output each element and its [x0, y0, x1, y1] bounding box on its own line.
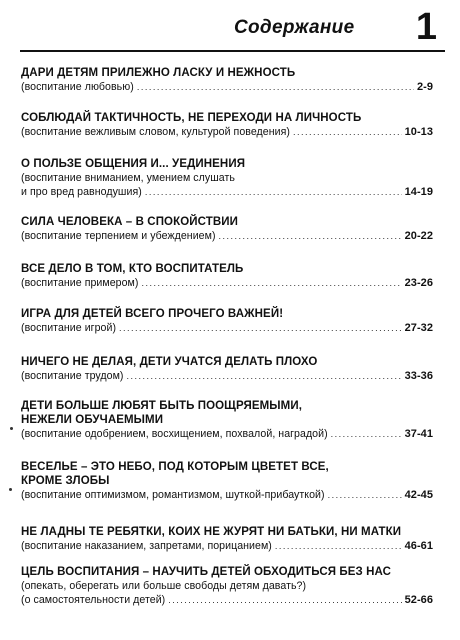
toc-entry[interactable] — [21, 355, 433, 383]
entry-subtitle: (воспитание трудом) — [21, 370, 124, 382]
toc-entry[interactable] — [21, 157, 433, 199]
dot-leader — [168, 593, 401, 607]
entry-page-range: 10-13 — [404, 126, 433, 138]
entry-title: ИГРА ДЛЯ ДЕТЕЙ ВСЕГО ПРОЧЕГО ВАЖНЕЙ! — [21, 308, 284, 320]
toc-entry[interactable] — [21, 111, 433, 139]
entry-subtitle: и про вред равнодушия) — [21, 186, 142, 198]
page-title: Содержание — [234, 17, 355, 38]
entry-title: НИЧЕГО НЕ ДЕЛАЯ, ДЕТИ УЧАТСЯ ДЕЛАТЬ ПЛОХО — [21, 356, 318, 368]
entry-subtitle: (воспитание одобрением, восхищением, похвалой, наградой) — [21, 428, 328, 440]
page-number: 1 — [415, 6, 437, 48]
entry-subtitle: (воспитание вежливым словом, культурой поведения) — [21, 126, 290, 138]
dot-leader — [293, 125, 402, 139]
entry-title: ДЕТИ БОЛЬШЕ ЛЮБЯТ БЫТЬ ПООЩРЯЕМЫМИ, — [21, 400, 303, 412]
entry-subtitle: (о самостоятельности детей) — [21, 594, 166, 606]
dot-leader — [328, 488, 402, 502]
dot-leader — [141, 276, 401, 290]
entry-title: НЕ ЛАДНЫ ТЕ РЕБЯТКИ, КОИХ НЕ ЖУРЯТ НИ БАТЬКИ, НИ МАТКИ — [21, 526, 402, 538]
dot-leader — [331, 427, 402, 441]
entry-page-range: 46-61 — [404, 540, 433, 552]
entry-page-range: 37-41 — [404, 428, 433, 440]
entry-subtitle: (воспитание наказанием, запретами, порицанием) — [21, 540, 272, 552]
page-header — [20, 8, 445, 48]
toc-entry[interactable] — [21, 565, 433, 607]
entry-subtitle: (воспитание оптимизмом, романтизмом, шуткой-прибауткой) — [21, 489, 325, 501]
entry-title: О ПОЛЬЗЕ ОБЩЕНИЯ И... УЕДИНЕНИЯ — [21, 158, 246, 170]
dot-leader — [137, 80, 414, 94]
entry-title: ЦЕЛЬ ВОСПИТАНИЯ – НАУЧИТЬ ДЕТЕЙ ОБХОДИТЬСЯ БЕЗ НАС — [21, 566, 392, 578]
entry-page-range: 20-22 — [404, 230, 433, 242]
entry-title: СИЛА ЧЕЛОВЕКА – В СПОКОЙСТВИИ — [21, 216, 239, 228]
dot-leader — [145, 185, 402, 199]
entry-title: ДАРИ ДЕТЯМ ПРИЛЕЖНО ЛАСКУ И НЕЖНОСТЬ — [21, 67, 296, 79]
entry-page-range: 42-45 — [404, 489, 433, 501]
entry-subtitle: (воспитание игрой) — [21, 322, 117, 334]
dot-leader — [219, 229, 402, 243]
toc-entry[interactable] — [21, 262, 433, 290]
entry-page-range: 27-32 — [404, 322, 433, 334]
entry-subtitle: (воспитание примером) — [21, 277, 139, 289]
entry-title: СОБЛЮДАЙ ТАКТИЧНОСТЬ, НЕ ПЕРЕХОДИ НА ЛИЧНОСТЬ — [21, 112, 362, 124]
entry-page-range: 23-26 — [404, 277, 433, 289]
entry-subtitle: (опекать, оберегать или больше свободы детям давать?) — [21, 580, 307, 592]
dot-leader — [119, 321, 402, 335]
scan-speck — [10, 427, 13, 430]
dot-leader — [275, 539, 402, 553]
scan-speck — [9, 488, 12, 491]
entry-page-range: 33-36 — [404, 370, 433, 382]
toc-entry[interactable] — [21, 66, 433, 94]
entry-title: КРОМЕ ЗЛОБЫ — [21, 475, 110, 487]
toc-entry[interactable] — [21, 215, 433, 243]
header-rule — [20, 50, 445, 52]
entry-subtitle: (воспитание терпением и убеждением) — [21, 230, 216, 242]
dot-leader — [127, 369, 402, 383]
toc-entry[interactable] — [21, 399, 433, 441]
entry-page-range: 14-19 — [404, 186, 433, 198]
toc-entry[interactable] — [21, 525, 433, 553]
toc-entry[interactable] — [21, 307, 433, 335]
entry-page-range: 2-9 — [416, 81, 433, 93]
entry-title: ВСЕ ДЕЛО В ТОМ, КТО ВОСПИТАТЕЛЬ — [21, 263, 244, 275]
toc-entry[interactable] — [21, 460, 433, 502]
entry-subtitle: (воспитание любовью) — [21, 81, 134, 93]
entry-title: НЕЖЕЛИ ОБУЧАЕМЫМИ — [21, 414, 164, 426]
entry-subtitle: (воспитание вниманием, умением слушать — [21, 172, 235, 184]
entry-title: ВЕСЕЛЬЕ – ЭТО НЕБО, ПОД КОТОРЫМ ЦВЕТЕТ ВСЕ, — [21, 461, 329, 473]
entry-page-range: 52-66 — [404, 594, 433, 606]
